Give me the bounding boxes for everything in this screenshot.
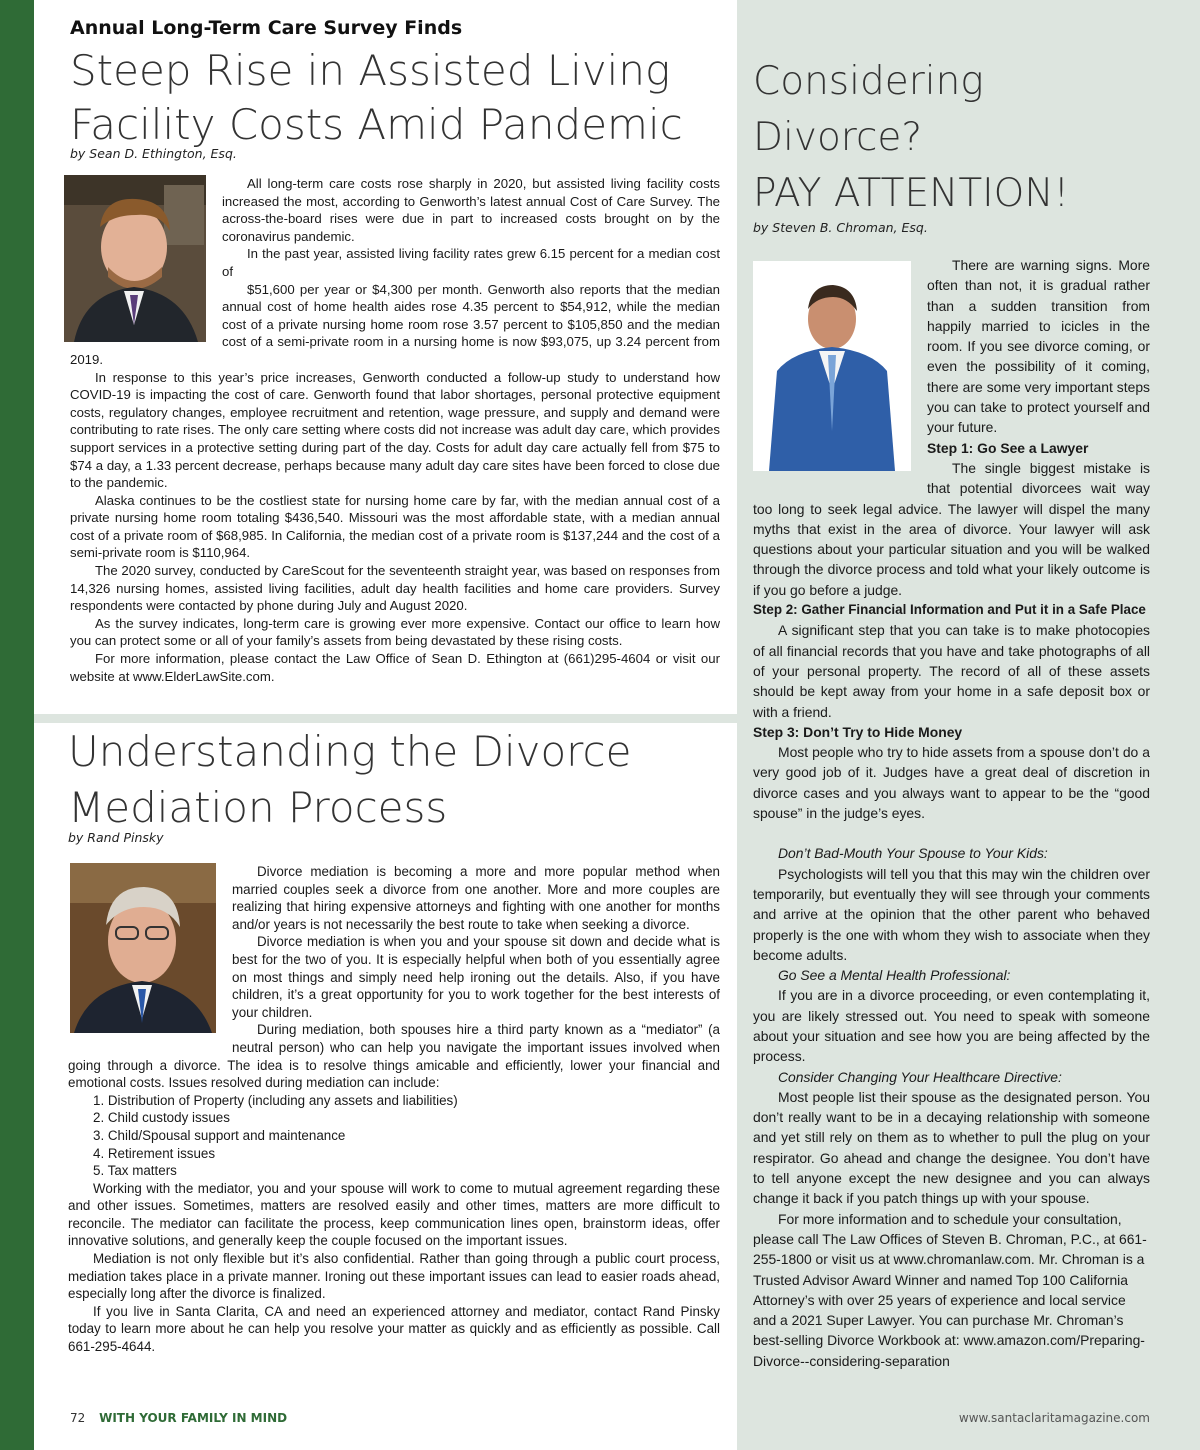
list-item: 4. Retirement issues <box>93 1145 216 1161</box>
article-paragraph: All long-term care costs rose sharply in 2020, but assisted living facility costs increased the most, according to Genworth’s latest annual Cost of Care Survey. The across-the-board rises were due in part to increased costs brought on by the coronavirus pandemic. <box>222 176 720 244</box>
title-line: Mediation Process <box>68 783 448 832</box>
article-paragraph: The single biggest mistake is that potential divorcees wait way too long to seek legal advice. The lawyer will dispel the many myths that exist in the area of divorce. Your lawyer will ask questions about your particular situation and you will be walked through the divorce process and told what your likely outcome is if you go before a judge. <box>753 459 1150 598</box>
title-line: Understanding the Divorce <box>68 727 632 776</box>
title-line: Facility Costs Amid Pandemic <box>70 100 683 149</box>
article-byline: by Rand Pinsky <box>68 830 164 845</box>
article-title <box>70 44 720 152</box>
subheading: Go See a Mental Health Professional: <box>778 967 1011 984</box>
article-divorce-mediation <box>68 724 720 1356</box>
section-divider <box>34 714 737 723</box>
article-paragraph: For more information and to schedule your consultation, please call The Law Offices of Steven B. Chroman, P.C., at 661-255-1800 or visit us at www.chromanlaw.com. Mr. Chroman is a Trusted Advisor Award Winner and named Top 100 California Attorney’s with over 25 years of experience and local service and a 2021 Super Lawyer. You can purchase Mr. Chroman’s best-selling Divorce Workbook at: www.amazon.com/Preparing-Divorce--considering-separation <box>753 1210 1147 1369</box>
title-line: Steep Rise in Assisted Living <box>70 46 671 95</box>
step-heading: Step 2: Gather Financial Information and Put it in a Safe Place <box>753 602 1146 618</box>
article-paragraph: $51,600 per year or $4,300 per month. Genworth also reports that the median annual cost of home health aides rose 4.35 percent to $54,912, while the median cost of a private nursing home room rose 3.57 percent to $105,850 and the median cost of a semi-private room in a nursing home is now $93,075, up 3.24 percent from 2019. <box>70 281 720 367</box>
subheading: Consider Changing Your Healthcare Directive: <box>778 1068 1062 1085</box>
article-paragraph: If you live in Santa Clarita, CA and need an experienced attorney and mediator, contact Rand Pinsky today to learn more about he can help you resolve your matter as quickly and as efficiently as possible. Call 661-295-4644. <box>68 1303 720 1355</box>
article-paragraph: The 2020 survey, conducted by CareScout for the seventeenth straight year, was based on responses from 14,326 nursing homes, assisted living facilities, adult day health facilities and home care providers. Survey respondents were contacted by phone during July and August 2020. <box>70 563 720 614</box>
left-green-bar <box>0 0 34 1450</box>
author-photo-pinsky <box>70 863 216 1033</box>
article-paragraph: A significant step that you can take is to make photocopies of all financial records that you have and take photographs of all of your personal property. The record of all of these assets should be kept away from your home in a safe deposit box or with a friend. <box>753 622 1150 720</box>
article-paragraph: In the past year, assisted living facility rates grew 6.15 percent for a median cost of <box>222 246 720 279</box>
issues-list <box>68 1092 720 1180</box>
step-heading: Step 1: Go See a Lawyer <box>927 439 1089 456</box>
article-considering-divorce <box>753 54 1150 1371</box>
article-body <box>70 175 720 685</box>
list-item: 3. Child/Spousal support and maintenance <box>93 1127 346 1143</box>
list-item: 1. Distribution of Property (including any assets and liabilities) <box>93 1092 458 1108</box>
list-item: 5. Tax matters <box>93 1163 177 1179</box>
article-paragraph: As the survey indicates, long-term care is growing ever more expensive. Contact our office to learn how you can protect some or all of your family’s assets from being devastated by these rising costs. <box>70 615 720 649</box>
author-photo-ethington <box>64 175 206 342</box>
article-paragraph: Working with the mediator, you and your spouse will work to come to mutual agreement regarding these and other issues. Sometimes, matters are resolved easily and other times, matters are more difficult to reconcile. The mediator can facilitate the process, keep communication lines open, brainstorm ideas, offer innovative solutions, and generally keep the couple focused on the important issues. <box>68 1180 720 1249</box>
article-paragraph: Divorce mediation is becoming a more and more popular method when married couples seek a divorce from one another. More and more couples are realizing that hiring expensive attorneys and fighting with one another for months and/or years is not necessarily the best route to take when seeking a divorce. <box>232 864 720 932</box>
article-paragraph: In response to this year’s price increases, Genworth conducted a follow-up study to understand how COVID-19 is impacting the cost of care. Genworth found that labor shortages, personal protective equipment costs, regulatory changes, employee recruitment and retention, wage pressure, and supply and demand were contributing to rate rises. The only care setting where costs did not increase was adult day care, which provides support services in a protective setting during part of the day. Costs for adult day care actually fell from $75 to $74 a day, a 1.33 percent decrease, perhaps because many adult day care sites have been forced to close due to the pandemic. <box>70 369 720 491</box>
author-photo-chroman <box>753 261 911 471</box>
page-footer-left <box>70 1411 287 1425</box>
list-item: 2. Child custody issues <box>93 1110 230 1126</box>
article-paragraph: Alaska continues to be the costliest state for nursing home care by far, with the median annual cost of a private nursing home room totaling $436,540. Missouri was the most affordable state, with a median annual cost of a private room of $68,985. In California, the median cost of a private room is $137,244 and the cost of a semi-private room is $110,964. <box>70 492 720 561</box>
step-heading: Step 3: Don’t Try to Hide Money <box>753 723 963 740</box>
article-paragraph: Most people who try to hide assets from a spouse don’t do a very good job of it. Judges have a great deal of discretion in divorce cases and you always want to appear to be the “good spouse” in the judge’s eyes. <box>753 744 1150 822</box>
article-title <box>753 54 1150 222</box>
article-paragraph: For more information, please contact the Law Office of Sean D. Ethington at (661)295-4604 or visit our website at www.ElderLawSite.com. <box>70 651 720 684</box>
article-byline: by Steven B. Chroman, Esq. <box>753 220 928 235</box>
website-url: www.santaclaritamagazine.com <box>958 1411 1150 1425</box>
article-byline: by Sean D. Ethington, Esq. <box>70 146 237 161</box>
article-assisted-living <box>70 16 720 685</box>
article-paragraph: There are warning signs. More often than not, it is gradual rather than a sudden transition from happily married to icicles in the room. If you see divorce coming, or even the possibility of it coming, there are some very important steps you can take to protect yourself and your future. <box>927 257 1150 436</box>
article-paragraph: During mediation, both spouses hire a third party known as a “mediator” (a neutral person) who can help you navigate the important issues involved when going through a divorce. The idea is to resolve things amicable and efficiently, lower your financial and emotional costs. Issues resolved during mediation can include: <box>68 1022 720 1091</box>
article-paragraph: Divorce mediation is when you and your spouse sit down and decide what is best for the two of you. It is especially helpful when both of you essentially agree on most things and simply need help ironing out the details. Also, if you have children, it’s a great opportunity for you to work together for the best interests of your children. <box>232 934 720 1020</box>
article-paragraph: Psychologists will tell you that this may win the children over temporarily, but eventually they will see through your comments and arrive at the opinion that the other parent who behaved properly is the one with whom they wish to associate when they become adults. <box>753 865 1150 963</box>
page-number: 72 <box>70 1411 86 1425</box>
subheading: Don’t Bad-Mouth Your Spouse to Your Kids: <box>778 845 1048 862</box>
article-kicker: Annual Long-Term Care Survey Finds <box>70 17 463 39</box>
article-paragraph: Mediation is not only flexible but it’s also confidential. Rather than going through a public court process, mediation takes place in a private manner. Ironing out these important issues can lead to easier roads ahead, especially long after the divorce is finalized. <box>68 1251 720 1302</box>
article-body <box>68 863 720 1356</box>
title-line: Considering Divorce? <box>753 59 984 160</box>
article-title <box>68 724 720 836</box>
article-paragraph: Most people list their spouse as the designated person. You don’t really want to be in a decaying relationship with someone and yet still rely on them as to whether to pull the plug on your respirator. Go ahead and change the designee. You don’t have to tell anyone except the new designee and you can always change it back if you patch things up with your spouse. <box>753 1088 1150 1207</box>
article-body <box>753 255 1150 1371</box>
title-line: PAY ATTENTION! <box>753 171 1070 216</box>
publication-name: WITH YOUR FAMILY IN MIND <box>99 1411 288 1425</box>
article-paragraph: If you are in a divorce proceeding, or even contemplating it, you are likely stressed out. You need to speak with someone about your situation and see how you are being affected by the process. <box>753 987 1150 1065</box>
